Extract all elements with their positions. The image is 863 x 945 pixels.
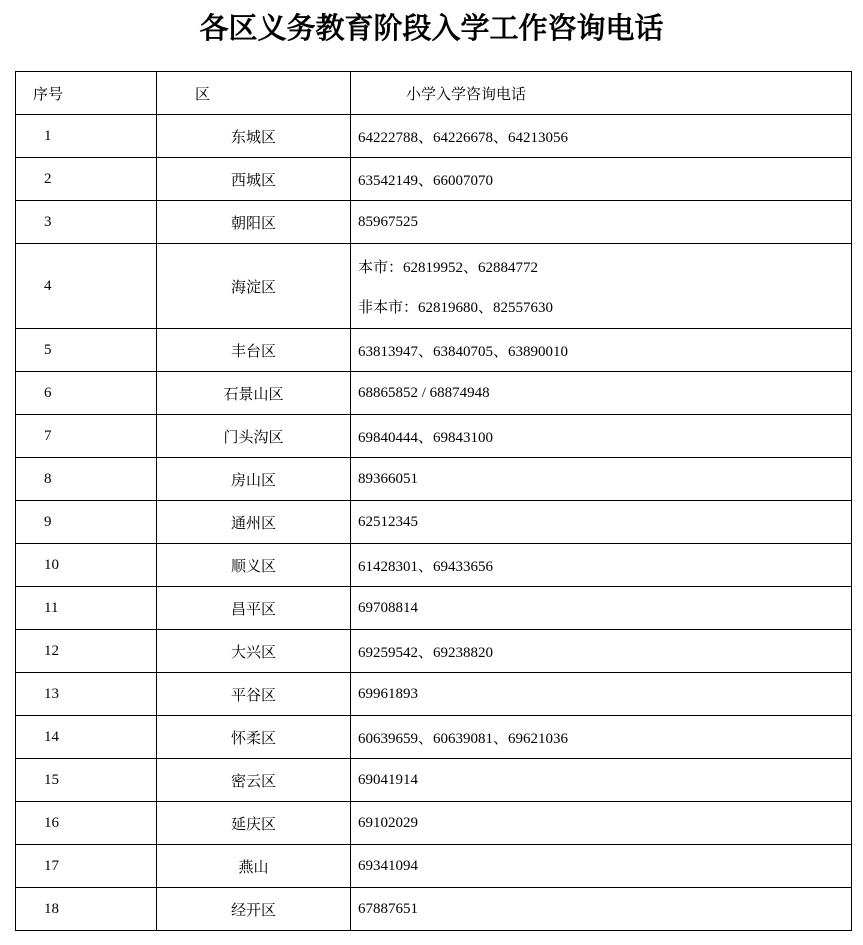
row-phone: 69259542、69238820 — [351, 630, 852, 673]
row-number: 1 — [16, 115, 157, 158]
row-phone: 69102029 — [351, 802, 852, 845]
row-number: 13 — [16, 673, 157, 716]
row-phone: 69840444、69843100 — [351, 415, 852, 458]
row-phone: 61428301、69433656 — [351, 544, 852, 587]
phone-nonlocal-value: 62819680、82557630 — [418, 299, 554, 316]
row-number: 14 — [16, 716, 157, 759]
header-phone: 小学入学咨询电话 — [351, 72, 852, 115]
row-district: 海淀区 — [157, 244, 351, 329]
row-district: 顺义区 — [157, 544, 351, 587]
table-row — [16, 673, 852, 716]
row-district: 怀柔区 — [157, 716, 351, 759]
row-phone: 63813947、63840705、63890010 — [351, 329, 852, 372]
row-number: 3 — [16, 201, 157, 244]
row-district: 密云区 — [157, 759, 351, 802]
table-row — [16, 415, 852, 458]
header-number: 序号 — [16, 72, 157, 115]
row-phone: 69341094 — [351, 845, 852, 888]
table-row — [16, 587, 852, 630]
row-number: 16 — [16, 802, 157, 845]
table-row — [16, 201, 852, 244]
row-district: 西城区 — [157, 158, 351, 201]
row-phone: 63542149、66007070 — [351, 158, 852, 201]
table-row — [16, 759, 852, 802]
table-row — [16, 716, 852, 759]
row-phone: 69961893 — [351, 673, 852, 716]
row-number: 5 — [16, 329, 157, 372]
row-phone: 67887651 — [351, 888, 852, 931]
phone-local — [358, 256, 851, 277]
row-phone: 69041914 — [351, 759, 852, 802]
row-phone — [351, 244, 852, 329]
phone-nonlocal — [358, 296, 851, 317]
table-row — [16, 630, 852, 673]
row-number: 9 — [16, 501, 157, 544]
row-number: 4 — [16, 244, 157, 329]
table-row — [16, 115, 852, 158]
row-district: 昌平区 — [157, 587, 351, 630]
phone-local-value: 62819952、62884772 — [403, 259, 539, 276]
row-number: 18 — [16, 888, 157, 931]
row-number: 6 — [16, 372, 157, 415]
table-row — [16, 458, 852, 501]
row-number: 2 — [16, 158, 157, 201]
row-phone: 68865852 / 68874948 — [351, 372, 852, 415]
table-row — [16, 329, 852, 372]
row-district: 延庆区 — [157, 802, 351, 845]
row-district: 门头沟区 — [157, 415, 351, 458]
row-number: 8 — [16, 458, 157, 501]
row-district: 平谷区 — [157, 673, 351, 716]
row-phone: 64222788、64226678、64213056 — [351, 115, 852, 158]
row-district: 石景山区 — [157, 372, 351, 415]
row-district: 丰台区 — [157, 329, 351, 372]
row-district: 房山区 — [157, 458, 351, 501]
row-phone: 62512345 — [351, 501, 852, 544]
contact-table — [15, 71, 852, 931]
row-district: 东城区 — [157, 115, 351, 158]
table-row — [16, 244, 852, 329]
phone-local-label: 本市： — [358, 257, 404, 276]
header-district: 区 — [157, 72, 351, 115]
table-row — [16, 372, 852, 415]
row-phone: 85967525 — [351, 201, 852, 244]
page-title: 各区义务教育阶段入学工作咨询电话 — [199, 11, 664, 45]
table-row — [16, 501, 852, 544]
row-district: 经开区 — [157, 888, 351, 931]
row-number: 17 — [16, 845, 157, 888]
table-row — [16, 845, 852, 888]
table-row — [16, 802, 852, 845]
table-row — [16, 544, 852, 587]
table-row — [16, 158, 852, 201]
row-phone: 69708814 — [351, 587, 852, 630]
row-district: 大兴区 — [157, 630, 351, 673]
row-phone: 60639659、60639081、69621036 — [351, 716, 852, 759]
row-district: 通州区 — [157, 501, 351, 544]
row-number: 15 — [16, 759, 157, 802]
row-number: 12 — [16, 630, 157, 673]
row-district: 朝阳区 — [157, 201, 351, 244]
table-header-row — [16, 72, 852, 115]
row-number: 10 — [16, 544, 157, 587]
row-number: 11 — [16, 587, 157, 630]
row-phone: 89366051 — [351, 458, 852, 501]
phone-nonlocal-label: 非本市： — [358, 297, 419, 316]
row-district: 燕山 — [157, 845, 351, 888]
row-number: 7 — [16, 415, 157, 458]
table-row — [16, 888, 852, 931]
